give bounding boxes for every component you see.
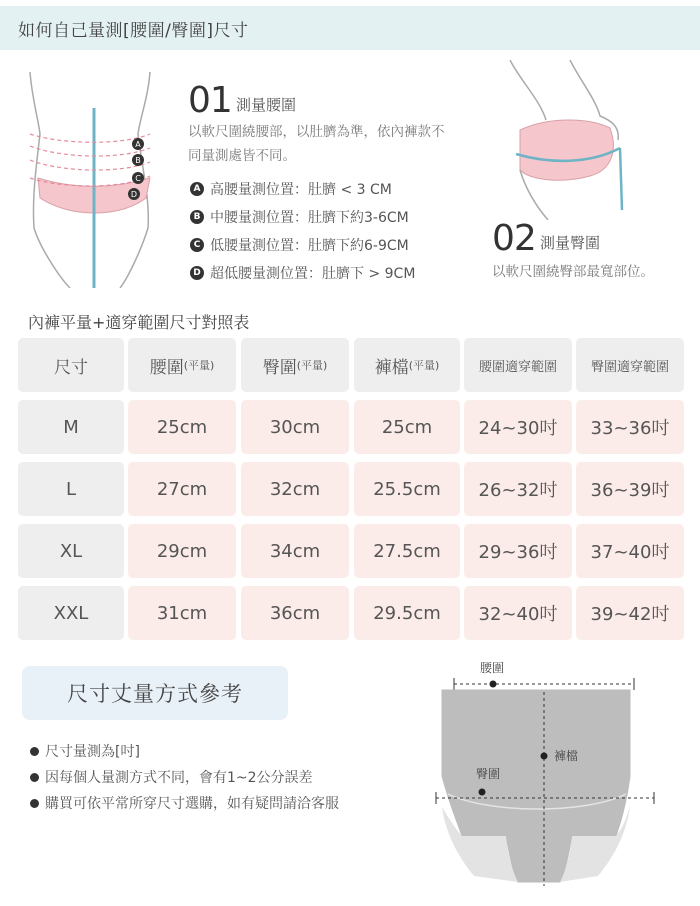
panty-measure-diagram [430,656,662,892]
hip-cell: 32cm [241,462,349,516]
crotch-cell: 29.5cm [354,586,460,640]
hip-cell: 36cm [241,586,349,640]
header-waist-range: 腰圍適穿範圍 [464,338,572,392]
step2-description: 以軟尺圍繞臀部最寬部位。 [492,264,654,280]
size-cell: XL [18,524,124,578]
waist-position-b: B 中腰量測位置：肚臍下約3-6CM [190,203,415,231]
waist-cell: 29cm [128,524,236,578]
crotch-label: 褲檔 [554,749,579,763]
note-item: 因每個人量測方式不同，會有1~2公分誤差 [30,764,339,790]
size-cell: L [18,462,124,516]
step1-title: 測量腰圍 [236,96,297,114]
svg-text:B: B [135,156,141,165]
header-hip-range: 臀圍適穿範圍 [576,338,684,392]
waist-cell: 27cm [128,462,236,516]
waist-cell: 25cm [128,400,236,454]
svg-text:C: C [135,174,141,183]
note-item: 購買可依平常所穿尺寸選購，如有疑問請洽客服 [30,790,339,816]
waist-label: 腰圍 [480,661,505,675]
size-cell: XXL [18,586,124,640]
hip-measure-illustration [500,60,640,220]
hip-range-cell: 36~39吋 [576,462,684,516]
waist-range-cell: 29~36吋 [464,524,572,578]
hip-cell: 34cm [241,524,349,578]
waist-position-c: C 低腰量測位置：肚臍下約6-9CM [190,231,415,259]
bullet-icon [30,799,39,808]
bullet-icon [30,773,39,782]
hip-label: 臀圍 [476,767,501,781]
header-size: 尺寸 [18,338,124,392]
step1-number: 01 [188,80,232,121]
crotch-cell: 25.5cm [354,462,460,516]
waist-position-list [190,175,415,287]
hip-range-cell: 39~42吋 [576,586,684,640]
hip-cell: 30cm [241,400,349,454]
crotch-cell: 27.5cm [354,524,460,578]
crotch-cell: 25cm [354,400,460,454]
svg-text:D: D [130,190,138,199]
note-item: 尺寸量測為[吋] [30,738,339,764]
waist-range-cell: 32~40吋 [464,586,572,640]
header-crotch: 褲檔 (平量) [354,338,460,392]
waist-range-cell: 24~30吋 [464,400,572,454]
header-waist: 腰圍 (平量) [128,338,236,392]
step2-number: 02 [492,218,536,259]
size-cell: M [18,400,124,454]
waist-cell: 31cm [128,586,236,640]
notes-list [30,738,339,816]
step1-description: 以軟尺圍繞腰部，以肚臍為準，依內褲款不 同量測處皆不同。 [188,124,445,164]
svg-text:A: A [135,140,141,149]
waist-range-cell: 26~32吋 [464,462,572,516]
step2-title: 測量臀圍 [540,234,601,252]
page-title: 如何自己量測[腰圍/臀圍]尺寸 [18,21,249,41]
waist-position-d: D 超低腰量測位置：肚臍下 > 9CM [190,259,415,287]
hip-range-cell: 33~36吋 [576,400,684,454]
bullet-icon [30,747,39,756]
header-hip: 臀圍 (平量) [241,338,349,392]
reference-title-box: 尺寸丈量方式參考 [22,666,288,720]
hip-range-cell: 37~40吋 [576,524,684,578]
waist-measure-illustration [10,68,180,288]
waist-position-a: A 高腰量測位置：肚臍 < 3 CM [190,175,415,203]
size-table-title: 內褲平量+適穿範圍尺寸對照表 [28,313,250,332]
